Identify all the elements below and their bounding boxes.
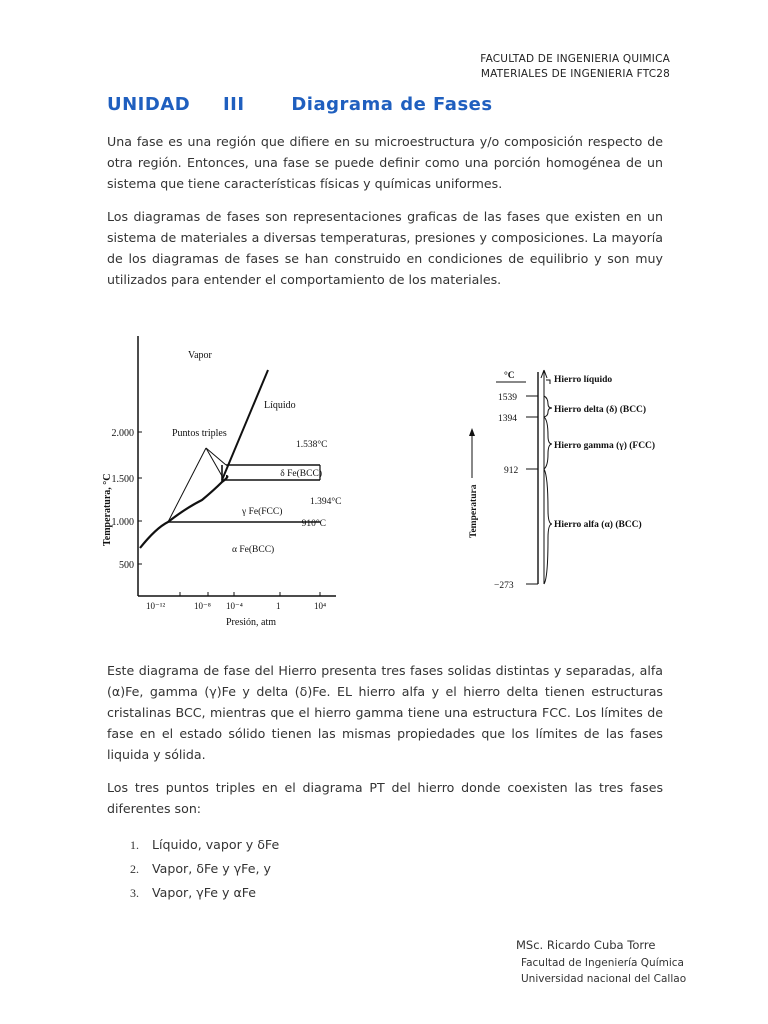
list-item: 1. Líquido, vapor y δFe	[130, 837, 280, 852]
triple-pointer	[206, 448, 222, 476]
pt-label-delta: δ Fe(BCC)	[280, 469, 322, 479]
title-topic: Diagrama de Fases	[291, 94, 493, 115]
header-course: MATERIALES DE INGENIERIA FTC28	[480, 68, 670, 80]
pt-xtick: 10⁻¹²	[146, 601, 166, 611]
triple-points-list	[130, 833, 279, 905]
list-item: 3. Vapor, γFe y αFe	[130, 885, 257, 900]
scale-ylabel: Temperatura	[469, 484, 479, 538]
pt-diagram-figure	[96, 336, 342, 628]
scale-tick: 912	[504, 466, 519, 476]
pt-ytick: 1.500	[111, 474, 134, 485]
phase-alpha: Hierro alfa (α) (BCC)	[554, 520, 642, 530]
paragraph-triple-points: Los tres puntos triples en el diagrama PT del hierro donde coexisten las tres fases diferentes son:	[107, 780, 663, 816]
pt-ytick: 500	[119, 560, 134, 571]
pt-ytick: 1.000	[111, 517, 134, 528]
pt-label-910: 910°C	[301, 519, 326, 529]
pt-ytick: 2.000	[111, 428, 134, 439]
footer-faculty: Facultad de Ingeniería Química	[521, 957, 684, 969]
scale-tick: 1539	[498, 393, 517, 403]
phase-liquid: Hierro líquido	[554, 375, 613, 385]
paragraph-definition: Una fase es una región que difiere en su microestructura y/o composición respecto de otra región. Entonces, una fase se puede definir como una porción homogénea de un sistema que tiene características físicas y químicas uniformes.	[107, 134, 663, 191]
triple-pointer	[168, 448, 206, 522]
pt-label-alpha: α Fe(BCC)	[232, 545, 275, 555]
pt-xtick: 10⁻⁴	[226, 601, 243, 611]
vapor-liquid-curve	[222, 370, 268, 480]
footer-university: Universidad nacional del Callao	[521, 973, 687, 985]
temperature-scale-figure	[460, 358, 686, 600]
pt-label-vapor: Vapor	[188, 350, 212, 361]
pt-label-gamma: γ Fe(FCC)	[242, 507, 283, 517]
page-header	[480, 52, 670, 82]
pt-label-1538: 1.538°C	[296, 440, 328, 450]
scale-tick: −273	[494, 581, 514, 591]
pt-label-1394: 1.394°C	[310, 497, 342, 507]
paragraph-iron-phases: Este diagrama de fase del Hierro presenta tres fases solidas distintas y separadas, alfa (α)Fe, gamma (γ)Fe y delta (δ)Fe. EL hierro alfa y el hierro delta tienen estructuras cristalinas BCC, mientras que el hierro gamma tiene una estructura FCC. Los límites de fase en el estado sólido tienen las mismas propiedades que los límites de las fases liquida y sólida.	[107, 663, 663, 762]
phase-gamma: Hierro gamma (γ) (FCC)	[554, 441, 656, 451]
pt-xtick: 1	[276, 601, 281, 611]
pt-xtick: 10⁻⁸	[194, 601, 211, 611]
footer-author: MSc. Ricardo Cuba Torre	[516, 938, 656, 952]
vapor-solid-curve	[140, 476, 227, 548]
scale-tick: 1394	[498, 414, 517, 424]
phase-delta: Hierro delta (δ) (BCC)	[554, 405, 647, 415]
scale-unit: °C	[504, 371, 515, 381]
pt-label-triple: Puntos triples	[172, 428, 227, 439]
pt-ylabel: Temperatura, °C	[102, 473, 113, 546]
title-numeral: III	[222, 94, 245, 115]
page-title	[107, 94, 493, 115]
pt-label-liquid: Líquido	[264, 400, 296, 411]
list-item: 2. Vapor, δFe y γFe, y	[130, 861, 271, 876]
pt-xtick: 10⁴	[314, 601, 327, 611]
triple-pointer	[206, 448, 226, 465]
header-faculty: FACULTAD DE INGENIERIA QUIMICA	[480, 53, 670, 65]
pt-xlabel: Presión, atm	[226, 617, 276, 628]
paragraph-diagrams: Los diagramas de fases son representaciones graficas de las fases que existen en un sistema de materiales a diversas temperaturas, presiones y composiciones. La mayoría de los diagramas de fases se han construido en condiciones de equilibrio y son muy utilizados para entender el comportamiento de los materiales.	[107, 209, 663, 287]
title-unit: UNIDAD	[107, 94, 191, 115]
